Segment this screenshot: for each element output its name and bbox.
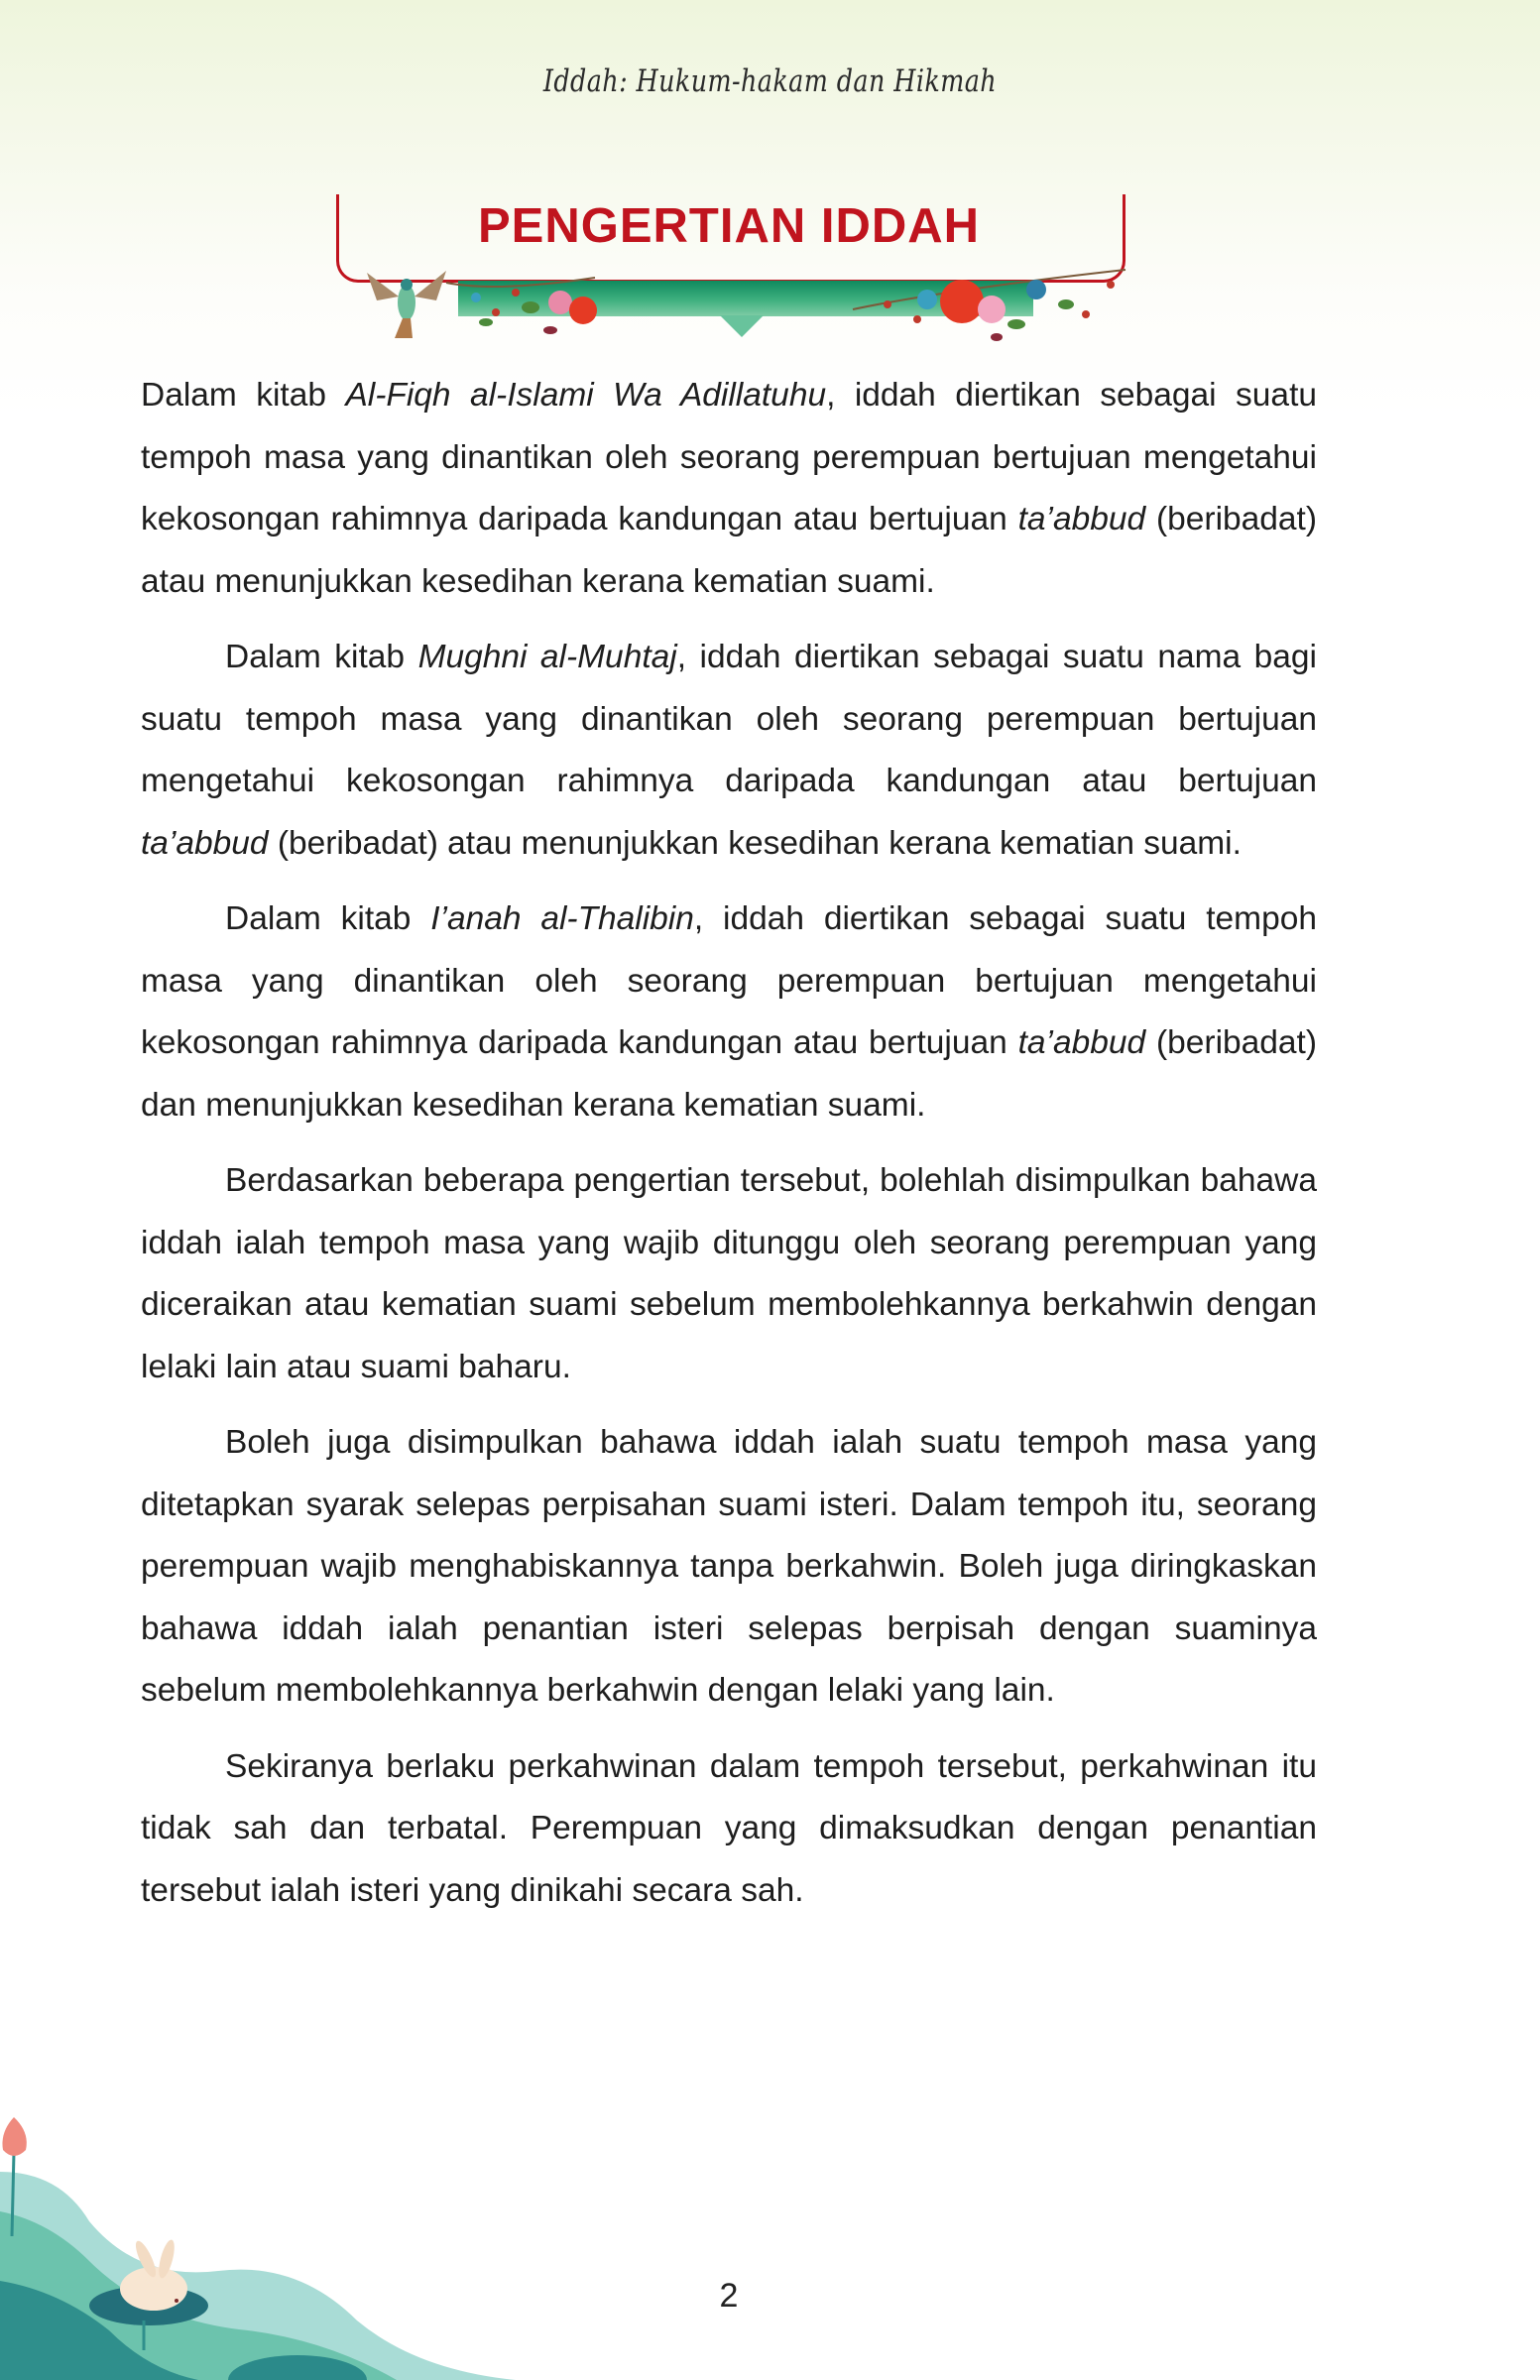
text-run: (beribadat) atau menunjukkan kesedihan kerana kematian suami.	[141, 501, 1318, 600]
body-text	[141, 365, 1317, 1936]
paragraph	[141, 889, 1317, 1136]
text-run: Dalam kitab	[141, 377, 346, 414]
paragraph	[141, 365, 1317, 613]
text-run: Sekiranya berlaku perkahwinan dalam tempoh tersebut, perkahwinan itu tidak sah dan terbatal. Perempuan yang dimaksudkan dengan penantian tersebut ialah isteri yang dinikahi secara sah.	[141, 1747, 1317, 1909]
floral-right-illustration	[848, 260, 1130, 349]
italic-term: ta’abbud	[1017, 1024, 1146, 1061]
text-run: Dalam kitab	[225, 900, 431, 937]
text-run: Berdasarkan beberapa pengertian tersebut, bolehlah disimpulkan bahawa iddah ialah tempoh masa yang wajib ditunggu oleh seorang perempuan yang diceraikan atau kematian suami sebelum membolehkannya berkahwin dengan lelaki lain atau suami baharu.	[141, 1162, 1317, 1385]
text-run: Boleh juga disimpulkan bahawa iddah ialah suatu tempoh masa yang ditetapkan syarak selepas perpisahan suami isteri. Dalam tempoh itu, seorang perempuan wajib menghabiskannya tanpa berkahwin. Boleh juga diringkaskan bahawa iddah ialah penantian isteri selepas berpisah dengan suaminya sebelum membolehkannya berkahwin dengan lelaki yang lain.	[141, 1424, 1317, 1709]
paragraph	[141, 1150, 1317, 1398]
paragraph	[141, 1412, 1317, 1723]
hummingbird-icon	[367, 271, 446, 338]
banner-pointer	[720, 315, 764, 337]
text-run: , iddah diertikan sebagai suatu tempoh masa yang dinantikan oleh seorang perempuan bertujuan mengetahui kekosongan rahimnya daripada kandungan atau bertujuan	[141, 900, 1317, 1061]
italic-term: I’anah al-Thalibin	[430, 900, 694, 937]
italic-term: Al-Fiqh al-Islami Wa Adillatuhu	[345, 377, 827, 414]
page-number: 2	[719, 2277, 739, 2315]
lotus-rabbit-illustration	[0, 2082, 516, 2380]
text-run: , iddah diertikan sebagai suatu nama bagi suatu tempoh masa yang dinantikan oleh seorang perempuan bertujuan mengetahui kekosongan rahimnya daripada kandungan atau bertujuan	[141, 639, 1317, 799]
italic-term: ta’abbud	[141, 824, 269, 862]
italic-term: Mughni al-Muhtaj	[417, 639, 677, 675]
paragraph	[141, 1736, 1317, 1923]
text-run: (beribadat) dan menunjukkan kesedihan kerana kematian suami.	[141, 1024, 1318, 1124]
text-run: , iddah diertikan sebagai suatu tempoh masa yang dinantikan oleh seorang perempuan bertujuan mengetahui kekosongan rahimnya daripada kandungan atau bertujuan	[141, 377, 1318, 537]
text-run: Dalam kitab	[225, 639, 418, 675]
section-title: PENGERTIAN IDDAH	[477, 199, 981, 253]
italic-term: ta’abbud	[1017, 501, 1146, 537]
running-head: Iddah: Hukum-hakam dan Hikmah	[542, 63, 998, 99]
paragraph	[141, 627, 1317, 875]
text-run: (beribadat) atau menunjukkan kesedihan kerana kematian suami.	[268, 824, 1242, 862]
bird-floral-left-illustration	[347, 253, 605, 347]
